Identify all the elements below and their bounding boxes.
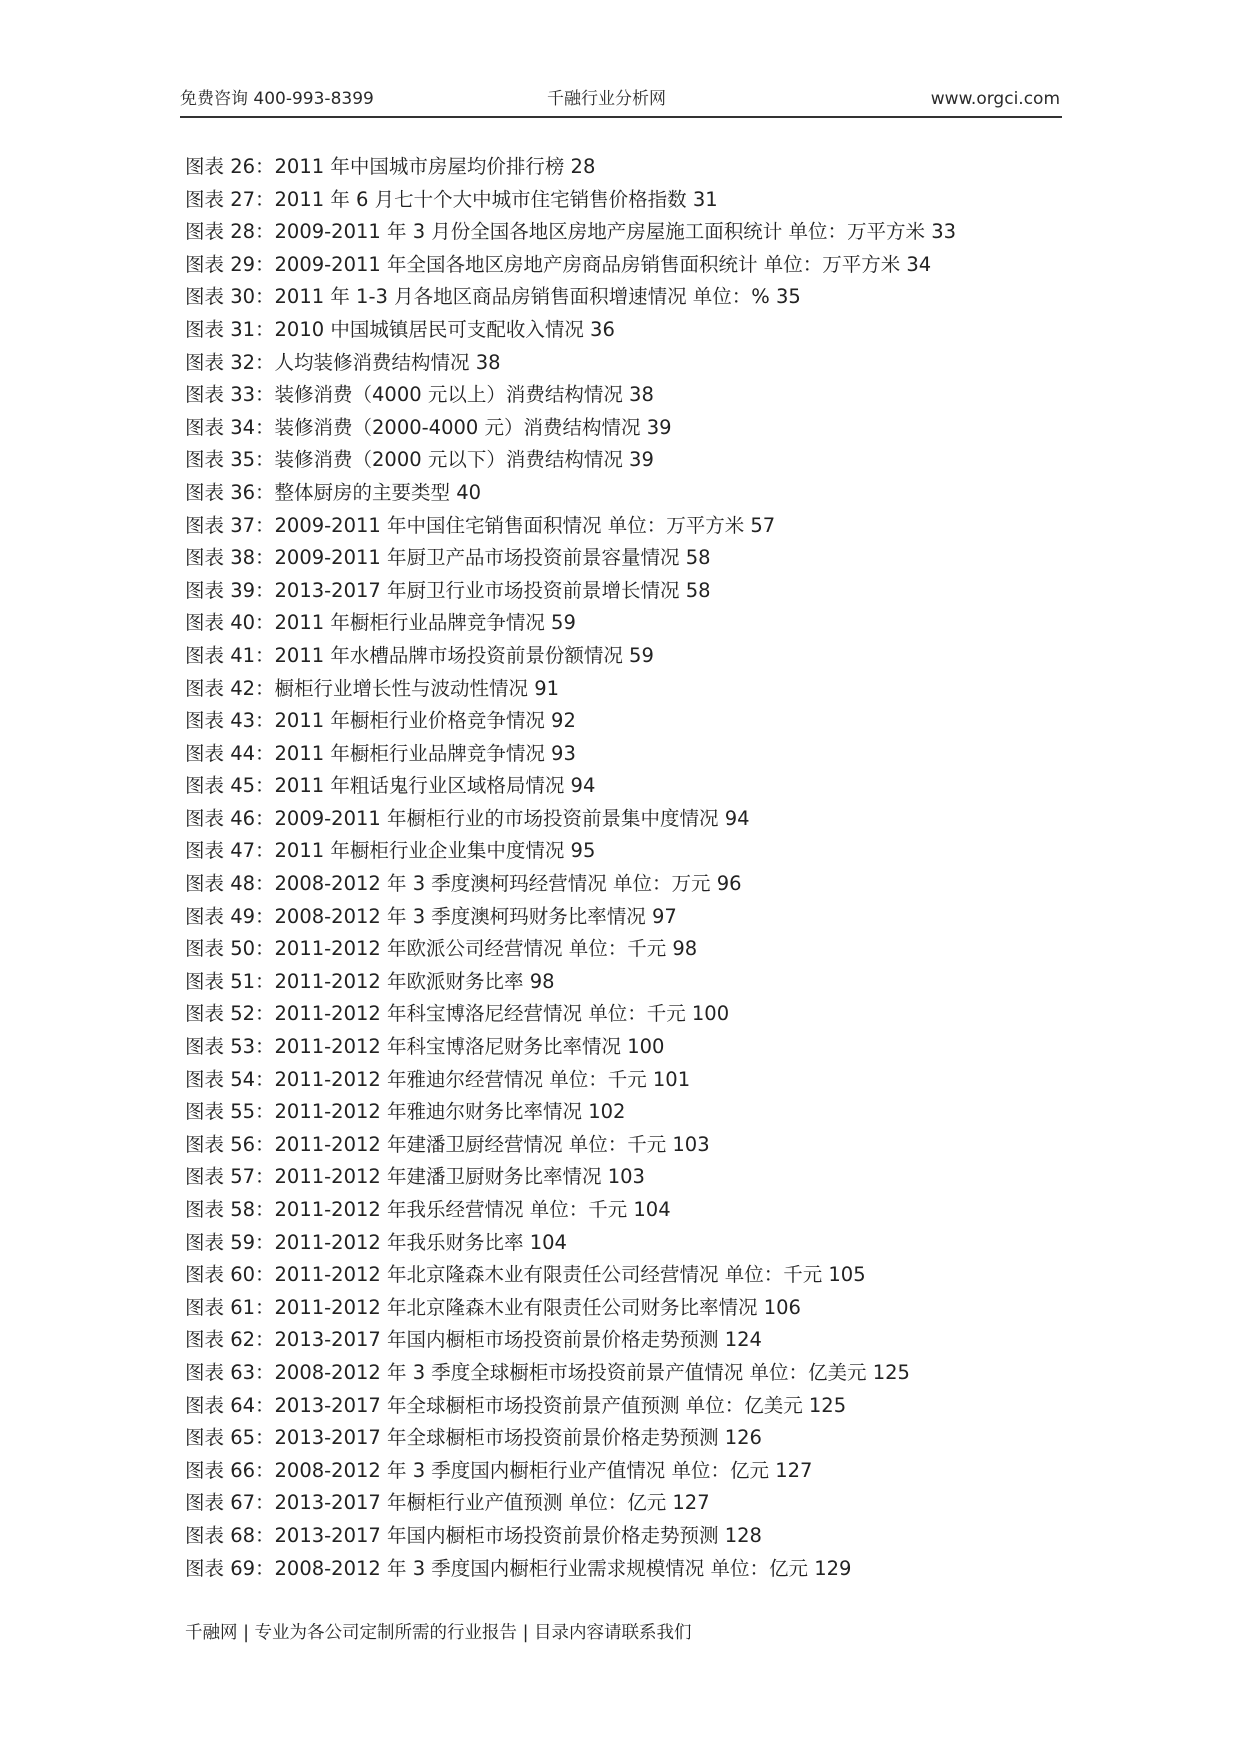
page-header [180,88,1060,116]
figure-list-item: 图表 27：2011 年 6 月七十个大中城市住宅销售价格指数 31 [185,187,718,211]
figure-list-item: 图表 53：2011-2012 年科宝博洛尼财务比率情况 100 [185,1035,665,1059]
figure-list-item: 图表 34：装修消费（2000-4000 元）消费结构情况 39 [185,415,672,439]
figure-list-item: 图表 37：2009-2011 年中国住宅销售面积情况 单位：万平方米 57 [185,513,776,537]
figure-list-item: 图表 48：2008-2012 年 3 季度澳柯玛经营情况 单位：万元 96 [185,872,742,896]
header-url: www.orgci.com [930,89,1060,109]
figure-list-item: 图表 38：2009-2011 年厨卫产品市场投资前景容量情况 58 [185,546,711,570]
figure-list-item: 图表 57：2011-2012 年建潘卫厨财务比率情况 103 [185,1165,645,1189]
figure-list-item: 图表 66：2008-2012 年 3 季度国内橱柜行业产值情况 单位：亿元 127 [185,1458,813,1482]
figure-list [185,151,956,1585]
figure-list-item: 图表 31：2010 中国城镇居民可支配收入情况 36 [185,317,615,341]
figure-list-item: 图表 30：2011 年 1-3 月各地区商品房销售面积增速情况 单位：% 35 [185,285,801,309]
figure-list-item: 图表 44：2011 年橱柜行业品牌竞争情况 93 [185,741,576,765]
figure-list-item: 图表 28：2009-2011 年 3 月份全国各地区房地产房屋施工面积统计 单位：万平方米 33 [185,220,957,244]
figure-list-item: 图表 35：装修消费（2000 元以下）消费结构情况 39 [185,448,654,472]
figure-list-item: 图表 40：2011 年橱柜行业品牌竞争情况 59 [185,611,576,635]
figure-list-item: 图表 43：2011 年橱柜行业价格竞争情况 92 [185,709,576,733]
figure-list-item: 图表 67：2013-2017 年橱柜行业产值预测 单位：亿元 127 [185,1491,710,1515]
figure-list-item: 图表 51：2011-2012 年欧派财务比率 98 [185,969,555,993]
figure-list-item: 图表 36：整体厨房的主要类型 40 [185,480,482,504]
figure-list-item: 图表 47：2011 年橱柜行业企业集中度情况 95 [185,839,596,863]
header-phone: 免费咨询 400-993-8399 [180,89,374,109]
figure-list-item: 图表 45：2011 年粗话鬼行业区域格局情况 94 [185,774,596,798]
figure-list-item: 图表 69：2008-2012 年 3 季度国内橱柜行业需求规模情况 单位：亿元 129 [185,1556,852,1580]
figure-list-item: 图表 42：橱柜行业增长性与波动性情况 91 [185,676,560,700]
figure-list-item: 图表 65：2013-2017 年全球橱柜市场投资前景价格走势预测 126 [185,1426,762,1450]
figure-list-item: 图表 32：人均装修消费结构情况 38 [185,350,501,374]
header-site-name: 千融行业分析网 [547,89,666,109]
figure-list-item: 图表 33：装修消费（4000 元以上）消费结构情况 38 [185,383,654,407]
figure-list-item: 图表 55：2011-2012 年雅迪尔财务比率情况 102 [185,1100,626,1124]
figure-list-item: 图表 46：2009-2011 年橱柜行业的市场投资前景集中度情况 94 [185,806,750,830]
figure-list-item: 图表 50：2011-2012 年欧派公司经营情况 单位：千元 98 [185,937,698,961]
figure-list-item: 图表 59：2011-2012 年我乐财务比率 104 [185,1230,567,1254]
figure-list-item: 图表 63：2008-2012 年 3 季度全球橱柜市场投资前景产值情况 单位：亿美元 125 [185,1360,910,1384]
figure-list-item: 图表 56：2011-2012 年建潘卫厨经营情况 单位：千元 103 [185,1132,710,1156]
figure-list-item: 图表 41：2011 年水槽品牌市场投资前景份额情况 59 [185,643,654,667]
figure-list-item: 图表 29：2009-2011 年全国各地区房地产房商品房销售面积统计 单位：万平方米 34 [185,252,932,276]
figure-list-item: 图表 39：2013-2017 年厨卫行业市场投资前景增长情况 58 [185,578,711,602]
figure-list-item: 图表 58：2011-2012 年我乐经营情况 单位：千元 104 [185,1198,671,1221]
figure-list-item: 图表 60：2011-2012 年北京隆森木业有限责任公司经营情况 单位：千元 105 [185,1263,866,1287]
figure-list-item: 图表 61：2011-2012 年北京隆森木业有限责任公司财务比率情况 106 [185,1295,801,1319]
header-rule [180,116,1062,118]
figure-list-item: 图表 54：2011-2012 年雅迪尔经营情况 单位：千元 101 [185,1067,691,1091]
figure-list-item: 图表 62：2013-2017 年国内橱柜市场投资前景价格走势预测 124 [185,1328,762,1352]
figure-list-item: 图表 26：2011 年中国城市房屋均价排行榜 28 [185,155,596,178]
figure-list-item: 图表 68：2013-2017 年国内橱柜市场投资前景价格走势预测 128 [185,1523,762,1547]
figure-list-item: 图表 52：2011-2012 年科宝博洛尼经营情况 单位：千元 100 [185,1002,730,1026]
figure-list-item: 图表 49：2008-2012 年 3 季度澳柯玛财务比率情况 97 [185,904,677,928]
page-footer: 千融网 | 专业为各公司定制所需的行业报告 | 目录内容请联系我们 [185,1623,692,1643]
figure-list-item: 图表 64：2013-2017 年全球橱柜市场投资前景产值预测 单位：亿美元 125 [185,1393,847,1417]
